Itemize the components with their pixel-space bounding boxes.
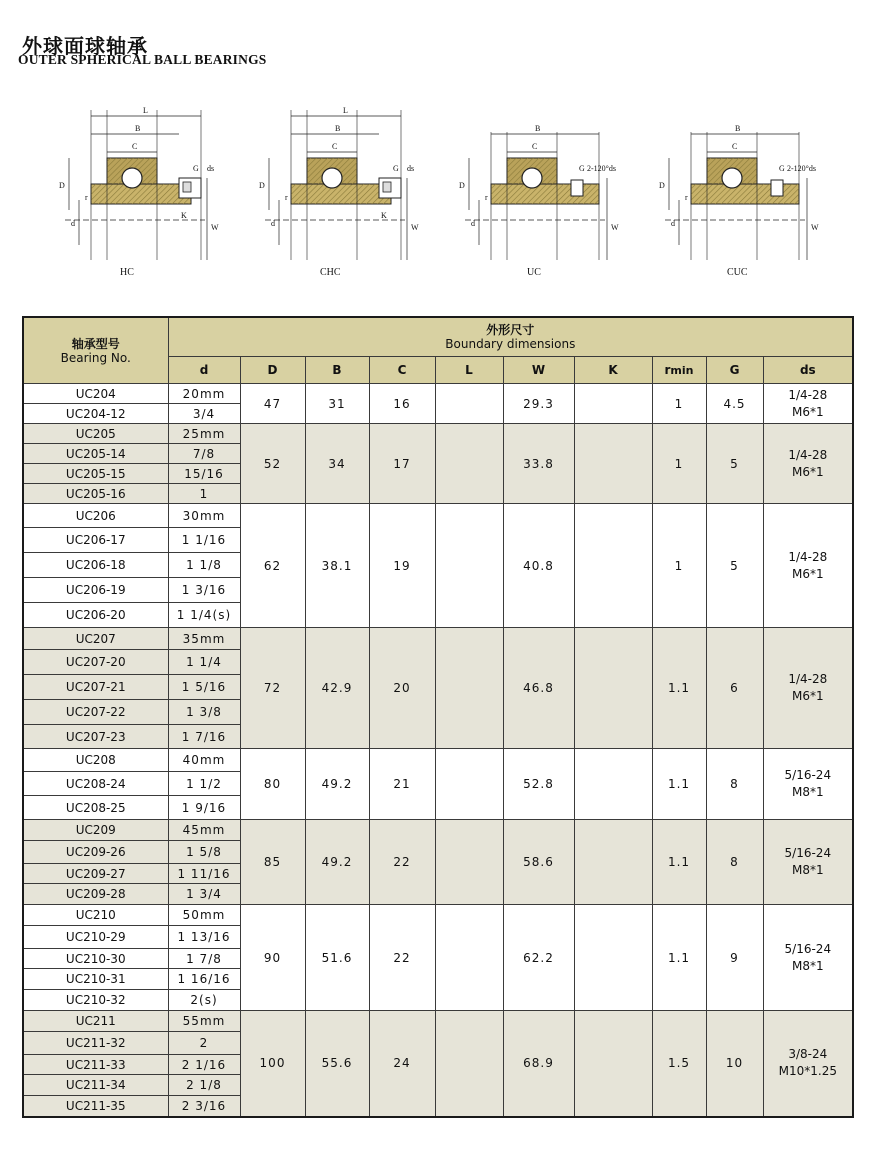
diagram-cuc [655, 100, 835, 265]
bearing-no-cell: UC208-24 [23, 772, 168, 796]
dim-W-cell: 58.6 [503, 820, 574, 905]
bore-d-cell: 2 [168, 1032, 240, 1055]
ds-thread: 1/4-28 [788, 387, 828, 402]
diagram-label-5: d [671, 219, 675, 228]
ds-metric: M8*1 [792, 785, 824, 799]
dim-W-cell: 46.8 [503, 628, 574, 749]
dim-C-cell: 21 [369, 749, 435, 820]
bearing-no-cell: UC209-27 [23, 864, 168, 884]
dim-K-cell [574, 384, 652, 424]
dim-r-cell: 1.1 [652, 820, 706, 905]
col-header-L: L [435, 357, 503, 384]
ds-metric: M8*1 [792, 958, 824, 973]
set-screw [771, 180, 783, 196]
ball [722, 168, 742, 188]
dim-r-cell: 1.1 [652, 628, 706, 749]
bore-d-cell: 30mm [168, 504, 240, 528]
bearing-no-cell: UC205-15 [23, 464, 168, 484]
dim-B-cell: 49.2 [305, 749, 369, 820]
dim-G-cell: 9 [706, 905, 763, 1011]
bore-d-cell: 15/16 [168, 464, 240, 484]
col-header-G: G [706, 357, 763, 384]
ds-cell [763, 384, 853, 424]
bearing-no-cell: UC209 [23, 820, 168, 841]
dim-K-cell [574, 749, 652, 820]
diagram-label-0: L [143, 106, 148, 115]
diagram-caption: CHC [320, 267, 341, 278]
dim-B-cell: 42.9 [305, 628, 369, 749]
dim-W-cell: 62.2 [503, 905, 574, 1011]
ds-metric: M6*1 [792, 689, 824, 703]
dim-L-cell [435, 905, 503, 1011]
dim-G-cell: 4.5 [706, 384, 763, 424]
diagram-label-7: r [85, 193, 88, 202]
diagram-label-7: r [285, 193, 288, 202]
bore-d-cell: 1 3/16 [168, 578, 240, 603]
dim-r-cell: 1 [652, 504, 706, 628]
dim-L-cell [435, 424, 503, 504]
bearing-no-cell: UC210-29 [23, 926, 168, 949]
boundary-header-en: Boundary dimensions [445, 337, 576, 351]
bearing-no-cell: UC211-34 [23, 1075, 168, 1096]
col-header-K: K [574, 357, 652, 384]
diagram-label-0: B [535, 124, 541, 133]
dim-K-cell [574, 424, 652, 504]
dim-L-cell [435, 749, 503, 820]
col-header-B: B [305, 357, 369, 384]
table-row [23, 424, 853, 444]
ds-metric: M6*1 [792, 464, 824, 479]
dim-D-cell: 72 [240, 628, 305, 749]
diagram-label-5: d [471, 219, 475, 228]
bore-d-cell: 1 [168, 484, 240, 504]
bore-d-cell: 55mm [168, 1011, 240, 1032]
dim-K-cell [574, 1011, 652, 1117]
dim-C-cell: 20 [369, 628, 435, 749]
diagram-label-8: K [381, 211, 387, 220]
ds-thread: 5/16-24 [784, 846, 832, 860]
diagram-label-1: B [335, 124, 341, 133]
dim-W-cell: 52.8 [503, 749, 574, 820]
boundary-header-cn: 外形尺寸 [486, 323, 535, 337]
bearing-no-cell: UC208 [23, 749, 168, 772]
diagram-uc [455, 100, 635, 265]
bore-d-cell: 1 1/16 [168, 528, 240, 553]
ball [322, 168, 342, 188]
dim-B-cell: 49.2 [305, 820, 369, 905]
diagram-hc [55, 100, 235, 265]
bore-d-cell: 2 1/8 [168, 1075, 240, 1096]
diagram-label-7: W [611, 223, 619, 232]
col-header-d: d [168, 357, 240, 384]
bore-d-cell: 1 9/16 [168, 796, 240, 820]
bearing-no-header-en: Bearing No. [60, 350, 131, 365]
diagram-label-6: r [485, 193, 488, 202]
dim-C-cell: 22 [369, 820, 435, 905]
ds-metric: M6*1 [792, 566, 824, 581]
dim-K-cell [574, 628, 652, 749]
ball [522, 168, 542, 188]
diagram-label-2: C [132, 142, 138, 151]
dim-W-cell: 40.8 [503, 504, 574, 628]
dim-L-cell [435, 504, 503, 628]
bore-d-cell: 35mm [168, 628, 240, 650]
ds-metric: M6*1 [792, 404, 824, 419]
col-header-ds: ds [763, 357, 853, 384]
bore-d-cell: 3/4 [168, 404, 240, 424]
dim-r-cell: 1 [652, 424, 706, 504]
bore-d-cell: 1 7/8 [168, 949, 240, 969]
bore-d-cell: 2(s) [168, 990, 240, 1011]
dim-r-cell: 1.5 [652, 1011, 706, 1117]
bearing-no-cell: UC207-21 [23, 675, 168, 700]
ds-metric: M10*1.25 [778, 1064, 837, 1079]
dim-C-cell: 16 [369, 384, 435, 424]
ds-cell [763, 905, 853, 1011]
bearing-no-cell: UC211-33 [23, 1055, 168, 1075]
table-row [23, 1011, 853, 1032]
bearing-no-cell: UC204-12 [23, 404, 168, 424]
diagram-label-6: r [685, 193, 688, 202]
housing-hatch [91, 184, 191, 204]
bearing-no-cell: UC210-31 [23, 969, 168, 990]
page-title-cn: 外球面球轴承 [22, 34, 148, 58]
bore-d-cell: 1 7/16 [168, 725, 240, 749]
dim-L-cell [435, 820, 503, 905]
bearing-no-cell: UC206-18 [23, 553, 168, 578]
bore-d-cell: 50mm [168, 905, 240, 926]
diagram-label-5: D [59, 181, 65, 190]
dim-W-cell: 29.3 [503, 384, 574, 424]
diagram-label-3: G [193, 164, 199, 173]
ds-thread: 5/16-24 [784, 941, 832, 956]
dim-K-cell [574, 504, 652, 628]
dim-C-cell: 17 [369, 424, 435, 504]
bearing-no-cell: UC204 [23, 384, 168, 404]
bore-d-cell: 1 1/8 [168, 553, 240, 578]
bearing-no-cell: UC211-35 [23, 1096, 168, 1117]
bearing-no-cell: UC205 [23, 424, 168, 444]
diagram-label-5: D [259, 181, 265, 190]
bearing-no-cell: UC207 [23, 628, 168, 650]
diagram-label-8: K [181, 211, 187, 220]
bearing-no-cell: UC207-23 [23, 725, 168, 749]
bearing-no-cell: UC205-14 [23, 444, 168, 464]
bearing-no-cell: UC211-32 [23, 1032, 168, 1055]
bore-d-cell: 1 3/8 [168, 700, 240, 725]
set-screw [571, 180, 583, 196]
table-row [23, 628, 853, 650]
table-row [23, 905, 853, 926]
ds-cell [763, 504, 853, 628]
dim-D-cell: 100 [240, 1011, 305, 1117]
dim-C-cell: 19 [369, 504, 435, 628]
dim-r-cell: 1 [652, 384, 706, 424]
bore-d-cell: 1 1/4(s) [168, 603, 240, 628]
diagram-label-4: D [659, 181, 665, 190]
housing-hatch [291, 184, 391, 204]
diagram-caption: UC [527, 267, 541, 278]
diagram-label-2: C [332, 142, 338, 151]
dim-L-cell [435, 1011, 503, 1117]
dim-D-cell: 62 [240, 504, 305, 628]
bearing-dimension-table [22, 316, 854, 1118]
bore-d-cell: 1 1/4 [168, 650, 240, 675]
bore-d-cell: 1 11/16 [168, 864, 240, 884]
diagram-label-3: 2-120°ds [787, 164, 816, 173]
bore-d-cell: 1 13/16 [168, 926, 240, 949]
table-row [23, 749, 853, 772]
ball [122, 168, 142, 188]
bore-d-cell: 25mm [168, 424, 240, 444]
diagram-label-3: G [393, 164, 399, 173]
col-header-D: D [240, 357, 305, 384]
ds-cell [763, 820, 853, 905]
diagram-chc [255, 100, 435, 265]
diagram-label-7: W [811, 223, 819, 232]
dim-L-cell [435, 628, 503, 749]
dim-K-cell [574, 820, 652, 905]
dim-G-cell: 6 [706, 628, 763, 749]
bearing-diagrams [0, 95, 873, 295]
bearing-no-cell: UC207-22 [23, 700, 168, 725]
diagram-caption: CUC [727, 267, 748, 278]
bore-d-cell: 45mm [168, 820, 240, 841]
bearing-no-cell: UC210 [23, 905, 168, 926]
dim-C-cell: 22 [369, 905, 435, 1011]
bore-d-cell: 1 1/2 [168, 772, 240, 796]
dim-G-cell: 5 [706, 424, 763, 504]
bore-d-cell: 2 1/16 [168, 1055, 240, 1075]
ds-thread: 1/4-28 [788, 672, 828, 686]
page-title-en: OUTER SPHERICAL BALL BEARINGS [18, 52, 267, 67]
dim-D-cell: 80 [240, 749, 305, 820]
bore-d-cell: 1 5/8 [168, 841, 240, 864]
diagram-label-4: ds [407, 164, 415, 173]
diagram-label-0: L [343, 106, 348, 115]
bearing-no-cell: UC210-30 [23, 949, 168, 969]
dim-B-cell: 38.1 [305, 504, 369, 628]
bearing-no-cell: UC206-20 [23, 603, 168, 628]
dim-B-cell: 31 [305, 384, 369, 424]
ds-cell [763, 628, 853, 749]
diagram-label-1: C [732, 142, 738, 151]
col-header-C: C [369, 357, 435, 384]
diagram-label-9: W [211, 223, 219, 232]
ds-cell [763, 1011, 853, 1117]
bearing-no-cell: UC209-28 [23, 884, 168, 905]
dim-r-cell: 1.1 [652, 905, 706, 1011]
bore-d-cell: 20mm [168, 384, 240, 404]
diagram-label-4: D [459, 181, 465, 190]
dim-W-cell: 68.9 [503, 1011, 574, 1117]
bearing-no-cell: UC206-17 [23, 528, 168, 553]
diagram-label-2: G [579, 164, 585, 173]
diagram-caption: HC [120, 267, 134, 278]
diagram-label-1: C [532, 142, 538, 151]
col-header-r: rmin [652, 357, 706, 384]
boundary-dimensions-header [168, 317, 853, 357]
ds-thread: 1/4-28 [788, 447, 828, 462]
bore-d-cell: 1 5/16 [168, 675, 240, 700]
bearing-no-cell: UC205-16 [23, 484, 168, 504]
ds-thread: 3/8-24 [788, 1047, 828, 1062]
dim-C-cell: 24 [369, 1011, 435, 1117]
bore-d-cell: 7/8 [168, 444, 240, 464]
ds-metric: M8*1 [792, 863, 824, 877]
diagram-label-3: 2-120°ds [587, 164, 616, 173]
dim-L-cell [435, 384, 503, 424]
bearing-no-cell: UC209-26 [23, 841, 168, 864]
set-screw [183, 182, 191, 192]
dim-W-cell: 33.8 [503, 424, 574, 504]
dim-G-cell: 5 [706, 504, 763, 628]
dim-G-cell: 8 [706, 749, 763, 820]
table-row [23, 504, 853, 528]
diagram-label-6: d [271, 219, 275, 228]
table-row [23, 384, 853, 404]
diagram-label-6: d [71, 219, 75, 228]
diagram-label-9: W [411, 223, 419, 232]
dim-D-cell: 47 [240, 384, 305, 424]
bearing-no-cell: UC206 [23, 504, 168, 528]
ds-cell [763, 424, 853, 504]
bore-d-cell: 40mm [168, 749, 240, 772]
diagram-label-0: B [735, 124, 741, 133]
dim-B-cell: 51.6 [305, 905, 369, 1011]
diagram-label-1: B [135, 124, 141, 133]
set-screw [383, 182, 391, 192]
dim-D-cell: 52 [240, 424, 305, 504]
diagram-label-4: ds [207, 164, 215, 173]
col-header-W: W [503, 357, 574, 384]
bearing-no-cell: UC207-20 [23, 650, 168, 675]
dim-G-cell: 8 [706, 820, 763, 905]
bore-d-cell: 2 3/16 [168, 1096, 240, 1117]
dim-r-cell: 1.1 [652, 749, 706, 820]
dim-B-cell: 55.6 [305, 1011, 369, 1117]
dim-B-cell: 34 [305, 424, 369, 504]
dim-D-cell: 85 [240, 820, 305, 905]
ds-cell [763, 749, 853, 820]
ds-thread: 5/16-24 [784, 768, 832, 782]
ds-thread: 1/4-28 [788, 549, 828, 564]
bearing-no-header-cn: 轴承型号 [71, 336, 120, 351]
bore-d-cell: 1 3/4 [168, 884, 240, 905]
bearing-no-cell: UC206-19 [23, 578, 168, 603]
diagram-label-2: G [779, 164, 785, 173]
bearing-no-cell: UC211 [23, 1011, 168, 1032]
dim-D-cell: 90 [240, 905, 305, 1011]
bore-d-cell: 1 16/16 [168, 969, 240, 990]
bearing-no-header [23, 317, 168, 384]
dim-G-cell: 10 [706, 1011, 763, 1117]
dim-K-cell [574, 905, 652, 1011]
bearing-no-cell: UC208-25 [23, 796, 168, 820]
bearing-no-cell: UC210-32 [23, 990, 168, 1011]
table-row [23, 820, 853, 841]
